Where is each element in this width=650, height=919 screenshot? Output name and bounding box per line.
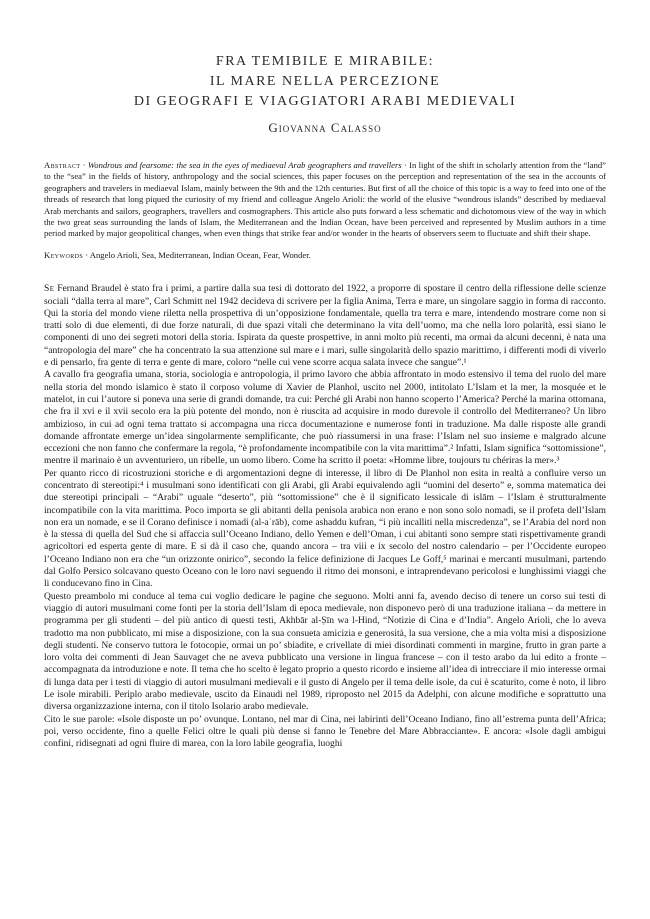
- abstract-label: Abstract: [44, 160, 81, 170]
- body-paragraph: [44, 283, 606, 369]
- article-title: [44, 0, 606, 112]
- abstract: [44, 160, 606, 240]
- paragraph-text: Per quanto ricco di ricostruzioni storiche e di argomentazioni degne di interesse, il libro di De Planhol non esita in realtà a confluire verso un concentrato di stereotipi:⁴ i musulmani sono identificati con gli Arabi, gli Arabi equivalendo agli “uomini del deserto” e, somma matematica dei due stereotipi principali – “Arabi” uguale “deserto”, più “sottomissione” che è il significato lessicale di islām – l’Islam è strutturalmente incompatibile con la vita marittima. Poco importa se gli abitanti della penisola arabica non erano e non sono solo nomadi, se il profeta dell’Islam non era un nomade, e se il Corano definisce i nomadi (al-aʿrāb), come ashaddu kufran, “i più incalliti nella miscredenza”, se l’Arabia del nord non è la stessa di quella del Sud che si affaccia sull’Oceano Indiano, dello Yemen e dell’Oman, i cui abitanti sono sempre stati rispettivamente grandi agricoltori ed esperta gente di mare. E si dà il caso che, quando ancora – tra viii e ix secolo del nostro calendario – per l’Occidente europeo l’Oceano Indiano non era che “un orizzonte onirico”, secondo la felice definizione di Jacques Le Goff,⁵ marinai e mercanti musulmani, partendo dal Golfo Persico solcavano questo Oceano con le loro navi seguendo il ritmo dei monsoni, e intraprendevano pericolosi e lunghissimi viaggi che li conducevano fino in Cina.: [44, 467, 606, 590]
- keywords-text: Angelo Arioli, Sea, Mediterranean, Indian Ocean, Fear, Wonder.: [89, 249, 311, 260]
- keywords-label: Keywords: [44, 249, 84, 260]
- paragraph-text: Questo preambolo mi conduce al tema cui voglio dedicare le pagine che seguono. Molti anni fa, avendo deciso di tenere un corso sui testi di viaggio di autori musulmani come fonti per la storia dell’Islam di epoca medievale, non disponevo però di una traduzione italiana – da mettere in programma per gli studenti – del più antico di questi testi, Akhbār al-Ṣīn wa l-Hind, “Notizie di Cina e d’India”. Angelo Arioli, che lo aveva tradotto ma non pubblicato, mi mise a disposizione, con la sua consueta amicizia e generosità, la sua versione, che a mia volta misi a disposizione degli studenti. Ne conservo tuttora le fotocopie, ormai un po’ sbiadite, e crivellate di miei disordinati commenti in margine, frutto in gran parte a loro volta dei commenti di Jean Sauvaget che ne aveva pubblicato una versione in lingua francese – con il testo arabo da lui edito a fronte – accompagnata da introduzione e note. Il tema che ho scelto è legato proprio a questo ricordo e insieme all’idea di intrecciare il mio interesse ormai di lunga data per i testi di viaggio di autori musulmani medievali e il gusto di Angelo per il tema delle isole, da cui è scaturito, come è noto, il libro Le isole mirabili. Periplo arabo medievale, uscito da Einaudi nel 1989, riproposto nel 2015 da Adelphi, con alcune modifiche e soprattutto una diversa organizzazione interna, con il titolo Isolario arabo medievale.: [44, 590, 606, 713]
- title-line-1: FRA TEMIBILE E MIRABILE:: [215, 54, 435, 69]
- abstract-english-title: Wondrous and fearsome: the sea in the eyes of mediaeval Arab geographers and travellers: [87, 160, 402, 170]
- title-line-2: IL MARE NELLA PERCEZIONE: [209, 74, 441, 89]
- body-paragraph: [44, 714, 606, 751]
- body-paragraph: [44, 591, 606, 714]
- title-line-3: DI GEOGRAFI E VIAGGIATORI ARABI MEDIEVALI: [133, 94, 517, 109]
- keywords-separator: ·: [83, 249, 90, 260]
- abstract-text: In light of the shift in scholarly attention from the “land” to the “sea” in the fields of history, anthropology and the social sciences, this paper focuses on the perception and representation of the sea in the accounts of geographers and travelers in mediaeval Islam, mainly between the 9th and the 12th centuries. But first of all the choice of this topic is a way to feed into one of the threads of research that long piqued the curiosity of my friend and colleague Angelo Arioli: the world of the elusive “wondrous islands” described by mediaeval Arab merchants and sailors, geographers, travellers and cosmographers. This article also puts forward a less schematic and dichotomous view of the way in which the two great seas surrounding the lands of Islam, the Mediterranean and the Indian Ocean, have been perceived and represented by Muslim authors in a time period marked by major geopolitical changes, when even things that strike fear and/or wonder in the hearts of observers seem to fluctuate and shift their shape.: [44, 160, 606, 239]
- paragraph-text: Cito le sue parole: «Isole disposte un po’ ovunque. Lontano, nel mar di Cina, nei labirinti dell’Oceano Indiano, fino all’estrema punta dell’Africa; poi, verso occidente, fino a quelle Felici oltre le quali più dense si fanno le Tenebre del Mare Abbracciante». E ancora: «Isole dagli ambigui confini, ridisegnati ad ogni fluire di marea, con la loro labile geografia, luoghi: [44, 713, 606, 750]
- keywords: [44, 250, 606, 261]
- paragraph-lead: Se: [44, 283, 55, 295]
- abstract-separator-2: ·: [401, 160, 410, 170]
- paragraph-text: Fernand Braudel è stato fra i primi, a partire dalla sua tesi di dottorato del 1922, a proporre di spostare il centro della riflessione delle scienze sociali “dalla terra al mare”, Carl Schmitt nel 1942 decideva di scrivere per la figlia Anima, Terra e mare, un singolare saggio in forma di racconto. Qui la storia del mondo viene riletta nella prospettiva di un’opposizione fondamentale, quella tra terra e mare, intendendo mostrare come non si tratti solo di due elementi, di due forze naturali, di due spazi vitali che determinano la vita dell’uomo, ma che nella loro polarità, essi siano le componenti di uno dei segreti motori della storia. Ispirata da queste prospettive, in anni molto più recenti, ma ormai da alcuni decenni, è nata una “antropologia del mare” che ha concentrato la sua attenzione sul mare e i mari, sulle singolarità dello spazio marittimo, i differenti modi di viverlo e di pensarlo, fra gente di terra e gente di mare, coloro “nelle cui vene scorre acqua salata invece che sangue”.¹: [44, 283, 606, 369]
- body-paragraph: [44, 369, 606, 467]
- abstract-separator: ·: [80, 160, 88, 170]
- paragraph-text: A cavallo fra geografia umana, storia, sociologia e antropologia, il primo lavoro che abbia affrontato in modo estensivo il tema del ruolo del mare nella storia del mondo islamico è stato il corposo volume di Xavier de Planhol, uscito nel 2000, intitolato L’Islam et la mer, la mosquée et le matelot, in cui l’autore si poneva una serie di grandi domande, tra cui: Perché gli Arabi non hanno scoperto l’America? Perché la marina ottomana, che fra il xvi e il xvii secolo era la più potente del mondo, non è riuscita ad acquisire in modo durevole il controllo del Mediterraneo? Un libro ambizioso, in cui ad ogni tema trattato si accompagna una ricca documentazione e numerose fonti in traduzione. Ma dalle risposte alle grandi domande affrontate emerge un’idea singolarmente semplificante, che può riassumersi in una frase: l’Islam nel suo insieme e malgrado alcune eccezioni che non fanno che confermare la regola, “è profondamente incompatibile con la vita marittima”.² Infatti, Islam significa “sottomissione”, mentre il marinaio è un avventuriero, un ribelle, un uomo libero. Come ha scritto il poeta: «Homme libre, toujours tu chériras la mer».³: [44, 369, 606, 467]
- article-body: [44, 283, 606, 750]
- author-name: Giovanna Calasso: [268, 120, 382, 135]
- body-paragraph: [44, 468, 606, 591]
